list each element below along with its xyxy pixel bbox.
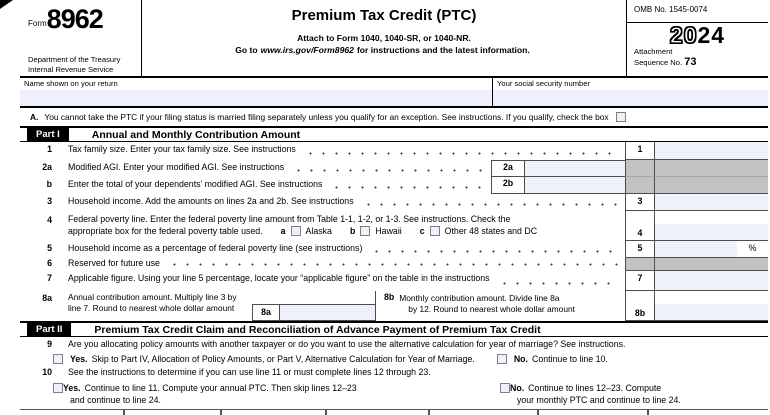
line10-yes-text-1: Continue to line 11. Compute your annual PTC. Then skip lines 12–23 bbox=[84, 382, 357, 393]
line10-no-text-1: Continue to lines 12–23. Compute bbox=[528, 382, 662, 393]
option-c-letter: c bbox=[419, 226, 425, 236]
line-3-box-label: 3 bbox=[625, 194, 655, 211]
line-2a-row bbox=[20, 160, 768, 177]
line-7-row bbox=[20, 271, 768, 291]
part2-title: Premium Tax Credit Claim and Reconciliation of Advance Payment of Premium Tax Credit bbox=[94, 323, 541, 336]
line-8b-amount-field[interactable] bbox=[655, 304, 768, 320]
line-4-box-label: 4 bbox=[625, 211, 655, 241]
line9-yes-word: Yes. bbox=[70, 354, 88, 364]
line10-yes-word: Yes. bbox=[63, 382, 81, 393]
line-7-amount-field[interactable] bbox=[655, 271, 768, 291]
line-1-box-label: 1 bbox=[625, 142, 655, 160]
line-9-text: Are you allocating policy amounts with another taxpayer or do you want to use the alternative calculation for year of marriage? See instructions. bbox=[68, 339, 626, 349]
dot-leader bbox=[362, 196, 619, 207]
line9-yes-text: Skip to Part IV, Allocation of Policy Amounts, or Part V, Alternative Calculation for Year of Marriage. bbox=[91, 354, 475, 364]
line-8-row bbox=[20, 291, 768, 321]
line-3-number: 3 bbox=[47, 196, 52, 206]
line10-yes-text-2: and continue to line 24. bbox=[70, 395, 161, 405]
line-2b-shaded-cell bbox=[625, 177, 655, 194]
form-title-block bbox=[142, 0, 626, 76]
corner-mark bbox=[0, 0, 13, 9]
line9-no-checkbox[interactable] bbox=[497, 354, 507, 364]
dot-leader bbox=[168, 258, 619, 267]
form-header bbox=[20, 0, 768, 78]
line-2a-text: Modified AGI. Enter your modified AGI. See instructions bbox=[68, 162, 285, 172]
form-number: 8962 bbox=[46, 4, 103, 34]
line-2b-text: Enter the total of your dependents’ modified AGI. See instructions bbox=[68, 179, 323, 189]
line-2b-number: b bbox=[46, 179, 52, 189]
line-2a-shaded-cell bbox=[625, 160, 655, 177]
alaska-checkbox[interactable] bbox=[291, 226, 301, 236]
taxpayer-info-row bbox=[20, 78, 768, 108]
line-6-shaded-field bbox=[655, 258, 768, 271]
other-states-label: Other 48 states and DC bbox=[444, 226, 538, 236]
sequence-label: Sequence No. bbox=[634, 58, 683, 68]
goto-prefix: Go to bbox=[235, 45, 258, 55]
sequence-number: 73 bbox=[684, 56, 697, 69]
next-table-top-edge bbox=[20, 409, 768, 415]
line-4-text-1: Federal poverty line. Enter the federal poverty line amount from Table 1-1, 1-2, or 1-3. See instructions. Check the bbox=[68, 214, 511, 224]
line-2b-shaded-field bbox=[655, 177, 768, 194]
other-states-checkbox[interactable] bbox=[430, 226, 440, 236]
line-5-amount-field[interactable] bbox=[655, 241, 737, 257]
line-2b-box-label: 2b bbox=[491, 177, 525, 194]
line-8a-amount-field[interactable] bbox=[280, 304, 375, 321]
dot-leader bbox=[292, 162, 485, 173]
goto-suffix: for instructions and the latest information. bbox=[356, 45, 530, 55]
ssn-field-cell bbox=[493, 78, 768, 106]
dot-leader bbox=[330, 179, 485, 190]
line-2a-amount-field[interactable] bbox=[525, 160, 625, 177]
line-9-options-row bbox=[20, 351, 768, 367]
line-10-text: See the instructions to determine if you can use line 11 or must complete lines 12 through 23. bbox=[68, 367, 431, 377]
line-9-row bbox=[20, 337, 768, 351]
line-6-row bbox=[20, 258, 768, 271]
line-10-number: 10 bbox=[42, 367, 52, 377]
line-10-row bbox=[20, 367, 768, 380]
part2-label: Part II bbox=[27, 322, 71, 337]
percent-sign: % bbox=[748, 243, 757, 253]
line-1-amount-field[interactable] bbox=[655, 142, 768, 160]
line-a-row bbox=[20, 108, 768, 126]
attachment-word: Attachment bbox=[634, 47, 673, 57]
part1-header bbox=[20, 126, 768, 142]
line-8a-number: 8a bbox=[42, 293, 52, 303]
line-7-number: 7 bbox=[47, 273, 52, 283]
tax-year bbox=[627, 23, 768, 47]
alaska-label: Alaska bbox=[305, 226, 332, 236]
line-5-field-cell bbox=[655, 241, 768, 258]
dept-line-2: Internal Revenue Service bbox=[28, 64, 114, 74]
line-8b-number: 8b bbox=[384, 292, 395, 302]
year-solid: 24 bbox=[697, 22, 726, 48]
option-b-letter: b bbox=[349, 226, 356, 236]
line9-no-word: No. bbox=[513, 354, 528, 364]
line-4-row bbox=[20, 211, 768, 241]
attach-instruction: Attach to Form 1040, 1040-SR, or 1040-NR. bbox=[297, 33, 471, 43]
form-title: Premium Tax Credit (PTC) bbox=[291, 7, 477, 24]
option-a-letter: a bbox=[280, 226, 286, 236]
part2-header bbox=[20, 321, 768, 337]
line-5-number: 5 bbox=[47, 243, 52, 253]
line-4-field-cell bbox=[655, 211, 768, 241]
dot-leader bbox=[498, 273, 619, 287]
line-2a-box-label: 2a bbox=[491, 160, 525, 177]
line-1-text: Tax family size. Enter your tax family size. See instructions bbox=[68, 144, 296, 154]
part1-label: Part I bbox=[27, 127, 69, 142]
line-5-row bbox=[20, 241, 768, 258]
line-6-number: 6 bbox=[47, 258, 52, 268]
line-8b-block bbox=[375, 291, 625, 321]
line-8a-text-2: line 7. Round to nearest whole dollar amount bbox=[68, 302, 235, 313]
goto-instruction bbox=[142, 45, 626, 55]
ssn-input[interactable] bbox=[493, 90, 768, 106]
dept-line-1: Department of the Treasury bbox=[28, 55, 121, 65]
line10-no-checkbox[interactable] bbox=[500, 383, 510, 393]
line-4-text-2: appropriate box for the federal poverty table used. bbox=[68, 226, 263, 236]
hawaii-label: Hawaii bbox=[375, 226, 402, 236]
dot-leader bbox=[370, 243, 619, 254]
line-7-text: Applicable figure. Using your line 5 percentage, locate your “applicable figure” on the table in the instructions bbox=[68, 273, 490, 283]
name-label: Name shown on your return bbox=[24, 79, 118, 88]
form-word: Form bbox=[28, 18, 47, 28]
name-field-cell bbox=[20, 78, 493, 106]
line-8b-field-cell bbox=[655, 291, 768, 321]
line-9-number: 9 bbox=[47, 339, 52, 349]
name-input[interactable] bbox=[20, 90, 492, 106]
line-1-number: 1 bbox=[47, 144, 52, 154]
line-2a-number: 2a bbox=[42, 162, 52, 172]
hawaii-checkbox[interactable] bbox=[360, 226, 370, 236]
line-1-row bbox=[20, 142, 768, 160]
irs-url: www.irs.gov/Form8962 bbox=[260, 45, 354, 55]
line-4-number: 4 bbox=[47, 215, 52, 225]
line-8a-text-1: Annual contribution amount. Multiply line 3 by bbox=[68, 292, 237, 302]
omb-year-block bbox=[626, 0, 768, 76]
attachment-sequence bbox=[627, 47, 768, 71]
line9-yes-checkbox[interactable] bbox=[53, 354, 63, 364]
line-2b-row bbox=[20, 177, 768, 194]
line10-no-word: No. bbox=[510, 382, 525, 393]
line-3-amount-field[interactable] bbox=[655, 194, 768, 211]
line-8b-text-2: by 12. Round to nearest whole dollar amount bbox=[408, 303, 575, 314]
line-4-amount-field[interactable] bbox=[655, 224, 768, 240]
line-5-text: Household income as a percentage of federal poverty line (see instructions) bbox=[68, 243, 363, 253]
line-6-shaded-cell bbox=[625, 258, 655, 271]
form-id-block bbox=[20, 0, 142, 76]
line-7-box-label: 7 bbox=[625, 271, 655, 291]
line-6-text: Reserved for future use bbox=[68, 258, 160, 268]
line-3-text: Household income. Add the amounts on lines 2a and 2b. See instructions bbox=[68, 196, 354, 206]
line-5-box-label: 5 bbox=[625, 241, 655, 258]
ssn-label: Your social security number bbox=[497, 79, 590, 88]
line10-yes-checkbox[interactable] bbox=[53, 383, 63, 393]
line-a-number: A. bbox=[30, 112, 39, 122]
line-10-options-row bbox=[20, 380, 768, 410]
line-8b-box-label: 8b bbox=[625, 291, 655, 321]
year-outline: 20 bbox=[669, 22, 698, 48]
line9-no-text: Continue to line 10. bbox=[532, 354, 608, 364]
filing-exception-checkbox[interactable] bbox=[616, 112, 626, 122]
dot-leader bbox=[304, 144, 619, 156]
line-2a-shaded-field bbox=[655, 160, 768, 177]
line-a-text: You cannot take the PTC if your filing status is married filing separately unless you qualify for an exception. See instructions. If you qualify, check the box bbox=[44, 112, 609, 122]
line10-no-text-2: your monthly PTC and continue to line 24. bbox=[517, 395, 681, 405]
line-3-row bbox=[20, 194, 768, 211]
line-8a-box-label: 8a bbox=[252, 304, 280, 321]
part1-title: Annual and Monthly Contribution Amount bbox=[91, 128, 301, 141]
line-8b-text-1: Monthly contribution amount. Divide line 8a bbox=[399, 293, 560, 303]
line-2b-amount-field[interactable] bbox=[525, 177, 625, 194]
omb-number: OMB No. 1545-0074 bbox=[627, 0, 768, 23]
